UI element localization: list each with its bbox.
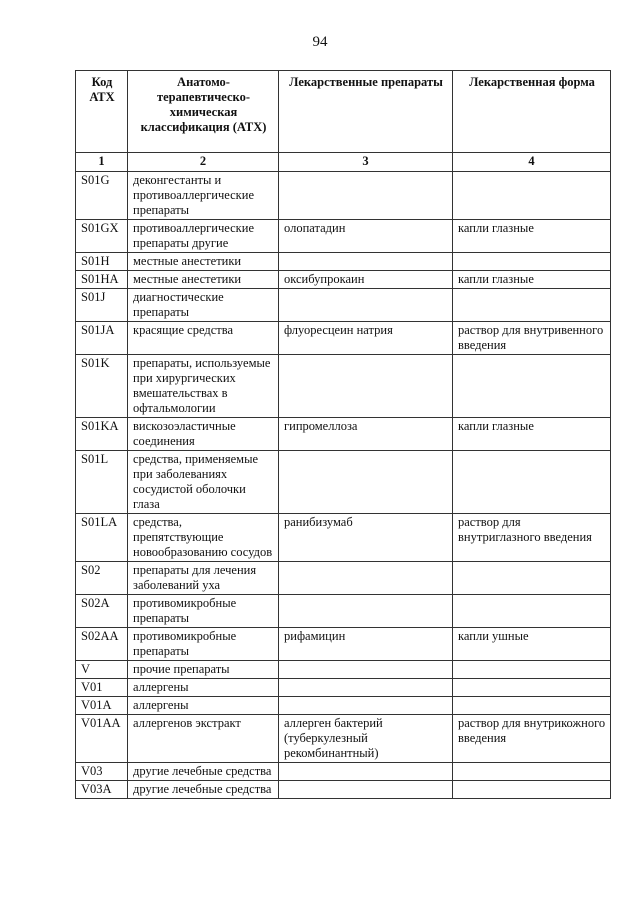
table-row <box>76 253 611 271</box>
cell-form <box>453 781 611 799</box>
cell-drug <box>279 172 453 220</box>
cell-code: S01K <box>76 355 128 418</box>
cell-code: V01 <box>76 679 128 697</box>
table-row <box>76 289 611 322</box>
table-row <box>76 451 611 514</box>
column-number: 4 <box>453 153 611 172</box>
cell-code: S01HA <box>76 271 128 289</box>
cell-classification: препараты для лечения заболеваний уха <box>128 562 279 595</box>
cell-classification: противомикробные препараты <box>128 628 279 661</box>
cell-code: S01LA <box>76 514 128 562</box>
cell-code: S01GX <box>76 220 128 253</box>
cell-drug: олопатадин <box>279 220 453 253</box>
table-row <box>76 697 611 715</box>
cell-drug: оксибупрокаин <box>279 271 453 289</box>
cell-classification: местные анестетики <box>128 271 279 289</box>
cell-classification: другие лечебные средства <box>128 781 279 799</box>
table-row <box>76 628 611 661</box>
cell-form <box>453 562 611 595</box>
cell-form: раствор для внутриглазного введения <box>453 514 611 562</box>
cell-form <box>453 172 611 220</box>
cell-drug <box>279 697 453 715</box>
cell-form: капли ушные <box>453 628 611 661</box>
table-row <box>76 562 611 595</box>
cell-classification: аллергены <box>128 679 279 697</box>
cell-classification: деконгестанты и противоаллергические препараты <box>128 172 279 220</box>
cell-form <box>453 451 611 514</box>
cell-code: V01A <box>76 697 128 715</box>
table-row <box>76 172 611 220</box>
cell-drug: гипромеллоза <box>279 418 453 451</box>
cell-code: S01JA <box>76 322 128 355</box>
header-classification: Анатомо-терапевтическо-химическая классификация (АТХ) <box>128 71 279 153</box>
cell-classification: аллергенов экстракт <box>128 715 279 763</box>
cell-form <box>453 253 611 271</box>
cell-drug: ранибизумаб <box>279 514 453 562</box>
table-row <box>76 715 611 763</box>
cell-drug <box>279 355 453 418</box>
cell-classification: красящие средства <box>128 322 279 355</box>
cell-code: S01H <box>76 253 128 271</box>
header-code: Код АТХ <box>76 71 128 153</box>
cell-code: S01G <box>76 172 128 220</box>
column-number: 2 <box>128 153 279 172</box>
cell-classification: диагностические препараты <box>128 289 279 322</box>
cell-form: капли глазные <box>453 271 611 289</box>
cell-form <box>453 697 611 715</box>
cell-drug <box>279 595 453 628</box>
column-number: 3 <box>279 153 453 172</box>
cell-code: S02 <box>76 562 128 595</box>
cell-drug: рифамицин <box>279 628 453 661</box>
cell-classification: препараты, используемые при хирургических вмешательствах в офтальмологии <box>128 355 279 418</box>
cell-drug <box>279 661 453 679</box>
atx-table <box>75 70 611 799</box>
column-number-row <box>76 153 611 172</box>
cell-code: V03 <box>76 763 128 781</box>
cell-form: раствор для внутривенного введения <box>453 322 611 355</box>
cell-classification: местные анестетики <box>128 253 279 271</box>
cell-form <box>453 679 611 697</box>
table-row <box>76 763 611 781</box>
cell-code: V <box>76 661 128 679</box>
cell-drug <box>279 289 453 322</box>
cell-form <box>453 661 611 679</box>
cell-drug <box>279 763 453 781</box>
header-row <box>76 71 611 153</box>
cell-classification: противомикробные препараты <box>128 595 279 628</box>
table-row <box>76 679 611 697</box>
cell-code: S01J <box>76 289 128 322</box>
page-number: 94 <box>312 34 328 50</box>
cell-drug <box>279 562 453 595</box>
table-row <box>76 595 611 628</box>
cell-code: S02A <box>76 595 128 628</box>
cell-code: V03A <box>76 781 128 799</box>
cell-code: V01AA <box>76 715 128 763</box>
header-form: Лекарственная форма <box>453 71 611 153</box>
table-row <box>76 271 611 289</box>
table-row <box>76 322 611 355</box>
table-row <box>76 355 611 418</box>
cell-code: S02AA <box>76 628 128 661</box>
cell-form <box>453 595 611 628</box>
cell-classification: вискозоэластичные соединения <box>128 418 279 451</box>
table-row <box>76 220 611 253</box>
cell-form: капли глазные <box>453 220 611 253</box>
cell-classification: средства, препятствующие новообразованию сосудов <box>128 514 279 562</box>
table-body <box>76 172 611 799</box>
table-row <box>76 781 611 799</box>
cell-classification: противоаллергические препараты другие <box>128 220 279 253</box>
table-row <box>76 661 611 679</box>
cell-drug: аллерген бактерий (туберкулезный рекомбинантный) <box>279 715 453 763</box>
header-drugs: Лекарственные препараты <box>279 71 453 153</box>
cell-classification: аллергены <box>128 697 279 715</box>
cell-form <box>453 355 611 418</box>
cell-drug <box>279 253 453 271</box>
cell-classification: прочие препараты <box>128 661 279 679</box>
cell-classification: другие лечебные средства <box>128 763 279 781</box>
cell-drug: флуоресцеин натрия <box>279 322 453 355</box>
cell-form <box>453 763 611 781</box>
cell-form: раствор для внутрикожного введения <box>453 715 611 763</box>
cell-code: S01L <box>76 451 128 514</box>
cell-code: S01KA <box>76 418 128 451</box>
cell-drug <box>279 781 453 799</box>
table-row <box>76 418 611 451</box>
column-number: 1 <box>76 153 128 172</box>
cell-form <box>453 289 611 322</box>
cell-classification: средства, применяемые при заболеваниях сосудистой оболочки глаза <box>128 451 279 514</box>
table-row <box>76 514 611 562</box>
table-header <box>76 71 611 172</box>
cell-drug <box>279 451 453 514</box>
cell-form: капли глазные <box>453 418 611 451</box>
cell-drug <box>279 679 453 697</box>
